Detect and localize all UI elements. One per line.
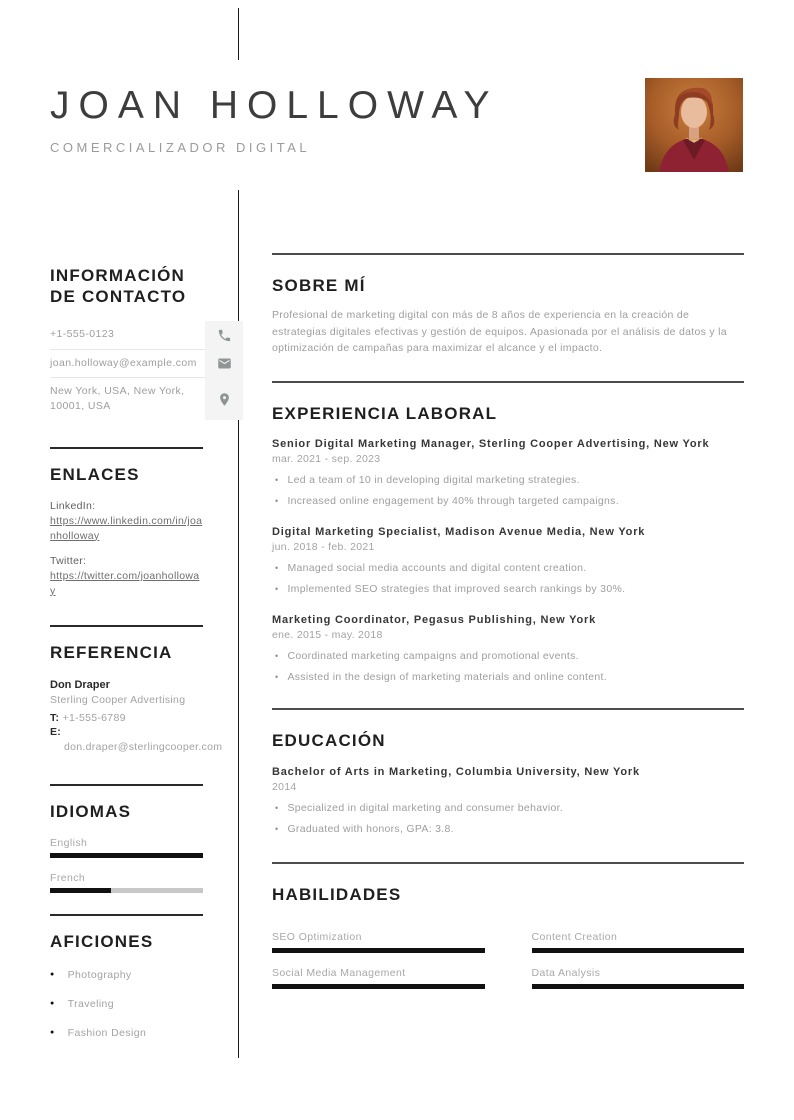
skill-bar-fill: [532, 984, 745, 989]
contact-row-address: [50, 378, 243, 420]
about-heading: SOBRE MÍ: [272, 276, 366, 295]
sidebar-divider: [50, 914, 203, 916]
reference-phone: +1-555-6789: [62, 711, 126, 724]
skill-bar-fill: [272, 948, 485, 953]
links-list: [50, 499, 203, 598]
hobbies-heading: AFICIONES: [50, 932, 154, 952]
job-entry: [272, 525, 744, 597]
job-bullet: • Managed social media accounts and digital content creation.: [272, 561, 744, 576]
education-bullet: • Specialized in digital marketing and consumer behavior.: [272, 801, 744, 816]
skill-name: SEO Optimization: [272, 930, 362, 943]
education-section: [272, 708, 744, 861]
job-bullets: [272, 473, 744, 509]
sidebar-divider: [50, 784, 203, 786]
language-level-bar: [50, 888, 203, 893]
education-heading: EDUCACIÓN: [272, 731, 386, 751]
skills-section: [272, 862, 744, 989]
skill-item: [532, 966, 745, 989]
reference-email-line: [50, 725, 223, 754]
sidebar: [50, 266, 243, 1040]
job-bullets: [272, 561, 744, 597]
hobby-item: ● Fashion Design: [50, 1026, 243, 1040]
skill-name: Content Creation: [531, 930, 618, 943]
degree-title: Bachelor of Arts in Marketing, Columbia University, New York: [272, 765, 640, 778]
reference-company: Sterling Cooper Advertising: [50, 693, 186, 706]
reference-name: Don Draper: [50, 678, 110, 691]
education-entry: [272, 765, 744, 862]
experience-heading: EXPERIENCIA LABORAL: [272, 404, 498, 424]
mail-icon: [205, 350, 243, 378]
contact-list: [50, 321, 243, 420]
reference-email: don.draper@sterlingcooper.com: [64, 740, 223, 753]
skill-name: Social Media Management: [272, 966, 406, 979]
language-level-fill: [50, 888, 111, 893]
phone-icon: [205, 321, 243, 349]
language-name: English: [50, 837, 88, 850]
job-title: Senior Digital Marketing Manager, Sterling Cooper Advertising, New York: [272, 438, 710, 451]
job-bullet: • Led a team of 10 in developing digital marketing strategies.: [272, 473, 744, 488]
language-level-fill: [50, 853, 203, 858]
language-item: [50, 836, 203, 858]
job-title-subtitle: COMERCIALIZADOR DIGITAL: [50, 140, 311, 155]
skills-heading: HABILIDADES: [272, 884, 402, 904]
languages-heading: IDIOMAS: [50, 802, 132, 822]
sidebar-divider: [50, 625, 203, 627]
experience-section: [272, 381, 744, 708]
links-heading: ENLACES: [50, 465, 140, 485]
contact-row-email: [50, 350, 243, 378]
link-group-linkedin: [50, 499, 203, 543]
experience-list: [272, 437, 744, 708]
skill-bar-fill: [532, 948, 745, 953]
hobbies-list: [50, 968, 243, 1040]
skill-bar: [532, 984, 745, 989]
phone-value: +1-555-0123: [50, 321, 205, 349]
skill-item: [272, 966, 485, 989]
main-column: [272, 253, 744, 989]
job-title: Digital Marketing Specialist, Madison Avenue Media, New York: [272, 526, 646, 539]
reference-heading: REFERENCIA: [50, 643, 173, 663]
about-section: [272, 253, 744, 381]
job-title: Marketing Coordinator, Pegasus Publishing, New York: [272, 614, 597, 627]
linkedin-label: LinkedIn:: [50, 500, 96, 513]
job-bullet: • Coordinated marketing campaigns and promotional events.: [272, 649, 744, 664]
hobby-item: ● Photography: [50, 968, 243, 982]
skill-bar: [272, 984, 485, 989]
education-bullets: [272, 801, 744, 837]
skill-name: Data Analysis: [531, 966, 601, 979]
sidebar-divider: [50, 447, 203, 449]
job-bullets: [272, 649, 744, 685]
skill-item: [272, 930, 485, 953]
hobby-item: ● Traveling: [50, 997, 243, 1011]
skills-grid: [272, 930, 744, 989]
reference-block: [50, 678, 223, 755]
job-dates: ene. 2015 - may. 2018: [272, 629, 383, 642]
linkedin-link[interactable]: https://www.linkedin.com/in/joanholloway: [50, 515, 203, 542]
skill-bar: [532, 948, 745, 953]
languages-list: [50, 836, 203, 893]
portrait-illustration: [645, 78, 743, 172]
address-value: New York, USA, New York, 10001, USA: [50, 384, 185, 413]
link-group-twitter: [50, 554, 203, 598]
phone-label: T:: [50, 711, 60, 724]
skill-item: [532, 930, 745, 953]
job-entry: [272, 437, 744, 509]
language-name: French: [50, 872, 86, 885]
person-name: JOAN HOLLOWAY: [50, 84, 499, 127]
job-dates: mar. 2021 - sep. 2023: [272, 453, 381, 466]
language-item: [50, 871, 203, 893]
job-dates: jun. 2018 - feb. 2021: [272, 541, 375, 554]
top-divider-line: [238, 8, 239, 60]
job-bullet: • Increased online engagement by 40% through targeted campaigns.: [272, 494, 744, 509]
contact-row-phone: [50, 321, 243, 349]
email-value: joan.holloway@example.com: [50, 350, 205, 378]
location-pin-icon: [205, 378, 243, 420]
graduation-year: 2014: [272, 780, 297, 793]
skill-bar: [272, 948, 485, 953]
language-level-bar: [50, 853, 203, 858]
education-bullet: • Graduated with honors, GPA: 3.8.: [272, 822, 744, 837]
profile-photo: [645, 78, 743, 172]
twitter-label: Twitter:: [50, 555, 87, 568]
twitter-link[interactable]: https://twitter.com/joanholloway: [50, 570, 200, 597]
job-bullet: • Assisted in the design of marketing materials and online content.: [272, 670, 744, 685]
reference-phone-line: [50, 711, 210, 726]
about-text: Profesional de marketing digital con más de 8 años de experiencia en la creación de estrategias digitales efectivas y gestión de equipos. Apasionada por el análisis de datos y la optimización de campañas para maximizar el alcance y el impacto.: [272, 309, 727, 354]
job-entry: [272, 613, 744, 685]
skill-bar-fill: [272, 984, 485, 989]
job-bullet: • Implemented SEO strategies that improved search rankings by 30%.: [272, 582, 744, 597]
email-label: E:: [50, 726, 62, 739]
contact-heading: INFORMACIÓN DE CONTACTO: [50, 266, 187, 306]
